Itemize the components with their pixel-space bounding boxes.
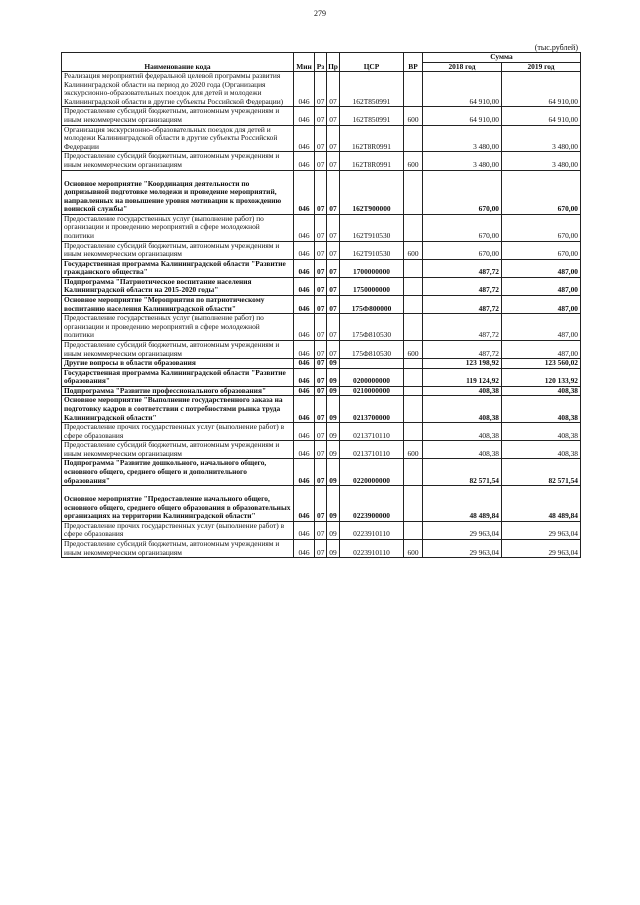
header-2018: 2018 год [423,62,502,72]
row-vr [404,170,423,214]
row-csr: 1700000000 [340,259,404,277]
row-csr: 175Ф800000 [340,296,404,314]
row-name: Государственная программа Калининградской области "Развитие образования" [62,368,294,386]
row-pr: 07 [327,340,340,358]
row-rz: 07 [315,441,327,459]
row-csr: 0213710110 [340,441,404,459]
row-2019: 29 963,04 [502,521,581,539]
table-row [62,521,581,539]
row-rz: 07 [315,314,327,341]
row-vr: 600 [404,241,423,259]
row-2019: 29 963,04 [502,540,581,558]
table-row [62,214,581,241]
row-pr: 07 [327,241,340,259]
row-rz: 07 [315,486,327,522]
row-csr: 175Ф810530 [340,340,404,358]
row-csr: 162Т850991 [340,72,404,107]
row-min: 046 [294,540,315,558]
row-2018: 82 571,54 [423,459,502,486]
row-csr: 0213710110 [340,423,404,441]
row-2019: 64 910,00 [502,72,581,107]
units-label: (тыс.рублей) [534,43,578,52]
row-2018: 487,72 [423,314,502,341]
row-csr: 0220000000 [340,459,404,486]
row-csr: 175Ф810530 [340,314,404,341]
row-name: Основное мероприятие "Выполнение государственного заказа на подготовку кадров в соответствии с потребностями рынка труда Калининградской области" [62,396,294,423]
row-2019: 408,38 [502,386,581,396]
row-vr [404,214,423,241]
row-name: Государственная программа Калининградской области "Развитие гражданского общества" [62,259,294,277]
row-2018: 3 480,00 [423,125,502,152]
row-2018: 487,72 [423,259,502,277]
row-2019: 408,38 [502,423,581,441]
row-name: Предоставление государственных услуг (выполнение работ) по организации и проведению мероприятий в сфере молодежной политики [62,214,294,241]
row-pr: 07 [327,277,340,295]
row-2018: 408,38 [423,441,502,459]
table-row [62,396,581,423]
row-2018: 29 963,04 [423,521,502,539]
table-row [62,170,581,214]
row-2019: 123 560,02 [502,359,581,369]
row-2018: 670,00 [423,170,502,214]
row-min: 046 [294,368,315,386]
table-row [62,368,581,386]
row-2018: 408,38 [423,386,502,396]
row-csr: 0223910110 [340,540,404,558]
row-name: Другие вопросы в области образования [62,359,294,369]
row-2019: 487,00 [502,340,581,358]
row-rz: 07 [315,170,327,214]
row-min: 046 [294,396,315,423]
row-min: 046 [294,386,315,396]
row-rz: 07 [315,107,327,125]
table-row [62,386,581,396]
row-csr: 162Т850991 [340,107,404,125]
row-pr: 07 [327,170,340,214]
header-min: Мин [294,53,315,72]
row-vr [404,396,423,423]
row-rz: 07 [315,359,327,369]
row-name: Реализация мероприятий федеральной целевой программы развития Калининградской области на период до 2020 года (Организация экскурсионно-образовательных поездок для детей и молодежи Калининградской области в другие субъекты Российской Федерации) [62,72,294,107]
row-min: 046 [294,459,315,486]
row-vr [404,386,423,396]
row-pr: 07 [327,72,340,107]
row-min: 046 [294,214,315,241]
row-name: Предоставление субсидий бюджетным, автономным учреждениям и иным некоммерческим организациям [62,441,294,459]
row-min: 046 [294,340,315,358]
row-vr [404,459,423,486]
row-name: Предоставление субсидий бюджетным, автономным учреждениям и иным некоммерческим организациям [62,152,294,170]
row-vr: 600 [404,107,423,125]
row-rz: 07 [315,152,327,170]
row-2018: 119 124,92 [423,368,502,386]
row-name: Предоставление прочих государственных услуг (выполнение работ) в сфере образования [62,521,294,539]
row-rz: 07 [315,296,327,314]
row-vr [404,359,423,369]
row-2019: 487,00 [502,277,581,295]
row-rz: 07 [315,423,327,441]
row-2019: 487,00 [502,314,581,341]
row-2019: 487,00 [502,259,581,277]
row-min: 046 [294,314,315,341]
row-name: Предоставление прочих государственных услуг (выполнение работ) в сфере образования [62,423,294,441]
row-2019: 487,00 [502,296,581,314]
header-vr: ВР [404,53,423,72]
row-csr: 162Т910530 [340,241,404,259]
row-2019: 670,00 [502,214,581,241]
header-rz: Рз [315,53,327,72]
row-name: Предоставление субсидий бюджетным, автономным учреждениям и иным некоммерческим организациям [62,340,294,358]
row-rz: 07 [315,214,327,241]
row-2019: 48 489,84 [502,486,581,522]
row-csr: 162Т8R0991 [340,125,404,152]
row-pr: 09 [327,359,340,369]
row-vr [404,277,423,295]
row-vr [404,368,423,386]
row-min: 046 [294,277,315,295]
row-rz: 07 [315,241,327,259]
row-rz: 07 [315,125,327,152]
row-pr: 09 [327,386,340,396]
row-pr: 07 [327,296,340,314]
row-rz: 07 [315,340,327,358]
row-2019: 408,38 [502,441,581,459]
row-rz: 07 [315,459,327,486]
row-csr [340,359,404,369]
table-row [62,314,581,341]
row-name: Основное мероприятие "Предоставление начального общего, основного общего, среднего общего образования в образовательных организациях на территории Калининградской области" [62,486,294,522]
row-2019: 408,38 [502,396,581,423]
row-2018: 64 910,00 [423,107,502,125]
row-csr: 162Т8R0991 [340,152,404,170]
row-2018: 123 198,92 [423,359,502,369]
row-2018: 64 910,00 [423,72,502,107]
row-vr: 600 [404,540,423,558]
table-row [62,241,581,259]
row-name: Организация экскурсионно-образовательных поездок для детей и молодежи Калининградской области в другие субъекты Российской Федерации [62,125,294,152]
row-rz: 07 [315,259,327,277]
row-name: Подпрограмма "Развитие профессионального образования" [62,386,294,396]
table-row [62,459,581,486]
row-name: Подпрограмма "Развитие дошкольного, начального общего, основного общего, среднего общего и дополнительного образования" [62,459,294,486]
row-2019: 82 571,54 [502,459,581,486]
row-min: 046 [294,125,315,152]
row-2019: 120 133,92 [502,368,581,386]
row-2018: 670,00 [423,214,502,241]
header-2019: 2019 год [502,62,581,72]
row-pr: 07 [327,259,340,277]
table-row [62,72,581,107]
row-vr [404,314,423,341]
row-min: 046 [294,152,315,170]
row-rz: 07 [315,386,327,396]
table-row [62,359,581,369]
row-min: 046 [294,423,315,441]
row-name: Предоставление субсидий бюджетным, автономным учреждениям и иным некоммерческим организациям [62,107,294,125]
page-number: 279 [314,9,326,18]
row-name: Подпрограмма "Патриотическое воспитание населения Калининградской области на 2015-2020 годы" [62,277,294,295]
row-2018: 487,72 [423,277,502,295]
row-pr: 09 [327,441,340,459]
row-pr: 09 [327,423,340,441]
row-2018: 487,72 [423,340,502,358]
row-vr [404,125,423,152]
table-row [62,296,581,314]
table-row [62,540,581,558]
budget-table [61,52,581,558]
row-name: Предоставление государственных услуг (выполнение работ) по организации и проведению мероприятий в сфере молодежной политики [62,314,294,341]
table-row [62,423,581,441]
row-min: 046 [294,170,315,214]
table-row [62,152,581,170]
row-min: 046 [294,296,315,314]
row-vr [404,423,423,441]
row-rz: 07 [315,396,327,423]
row-pr: 07 [327,125,340,152]
row-pr: 09 [327,368,340,386]
header-row-top [62,53,581,63]
row-csr: 0210000000 [340,386,404,396]
row-pr: 09 [327,396,340,423]
row-vr: 600 [404,441,423,459]
row-rz: 07 [315,277,327,295]
row-2019: 3 480,00 [502,125,581,152]
row-2019: 3 480,00 [502,152,581,170]
row-csr: 162Т910530 [340,214,404,241]
row-csr: 0223910110 [340,521,404,539]
row-min: 046 [294,359,315,369]
row-2019: 670,00 [502,170,581,214]
row-name: Предоставление субсидий бюджетным, автономным учреждениям и иным некоммерческим организациям [62,241,294,259]
table-row [62,107,581,125]
table-row [62,486,581,522]
row-vr: 600 [404,152,423,170]
row-pr: 07 [327,314,340,341]
row-name: Основное мероприятие "Мероприятия по патриотическому воспитанию населения Калининградской области" [62,296,294,314]
row-2019: 670,00 [502,241,581,259]
row-csr: 0200000000 [340,368,404,386]
row-2018: 3 480,00 [423,152,502,170]
row-min: 046 [294,72,315,107]
row-2018: 408,38 [423,423,502,441]
row-csr: 0213700000 [340,396,404,423]
table-row [62,441,581,459]
row-2019: 64 910,00 [502,107,581,125]
row-min: 046 [294,241,315,259]
row-vr [404,521,423,539]
row-csr: 162Т900000 [340,170,404,214]
row-min: 046 [294,486,315,522]
row-min: 046 [294,107,315,125]
row-pr: 09 [327,521,340,539]
row-2018: 487,72 [423,296,502,314]
row-vr [404,72,423,107]
row-2018: 670,00 [423,241,502,259]
row-vr [404,486,423,522]
row-vr [404,259,423,277]
row-vr [404,296,423,314]
table-row [62,340,581,358]
row-min: 046 [294,441,315,459]
table-row [62,259,581,277]
row-min: 046 [294,259,315,277]
row-name: Основное мероприятие "Координация деятельности по допризывной подготовке молодежи и проведение мероприятий, направленных на повышение уровня мотивации к прохождению воинской службы" [62,170,294,214]
row-2018: 29 963,04 [423,540,502,558]
row-csr: 1750000000 [340,277,404,295]
row-name: Предоставление субсидий бюджетным, автономным учреждениям и иным некоммерческим организациям [62,540,294,558]
row-pr: 09 [327,459,340,486]
row-pr: 09 [327,486,340,522]
table-row [62,125,581,152]
row-2018: 408,38 [423,396,502,423]
row-rz: 07 [315,72,327,107]
row-2018: 48 489,84 [423,486,502,522]
row-pr: 07 [327,152,340,170]
table-row [62,277,581,295]
header-pr: Пр [327,53,340,72]
row-pr: 07 [327,214,340,241]
row-rz: 07 [315,540,327,558]
row-rz: 07 [315,368,327,386]
header-sum: Сумма [423,53,581,63]
header-name: Наименование кода [62,53,294,72]
row-csr: 0223900000 [340,486,404,522]
row-vr: 600 [404,340,423,358]
table-body [62,72,581,558]
row-pr: 09 [327,540,340,558]
row-pr: 07 [327,107,340,125]
row-min: 046 [294,521,315,539]
header-csr: ЦСР [340,53,404,72]
row-rz: 07 [315,521,327,539]
